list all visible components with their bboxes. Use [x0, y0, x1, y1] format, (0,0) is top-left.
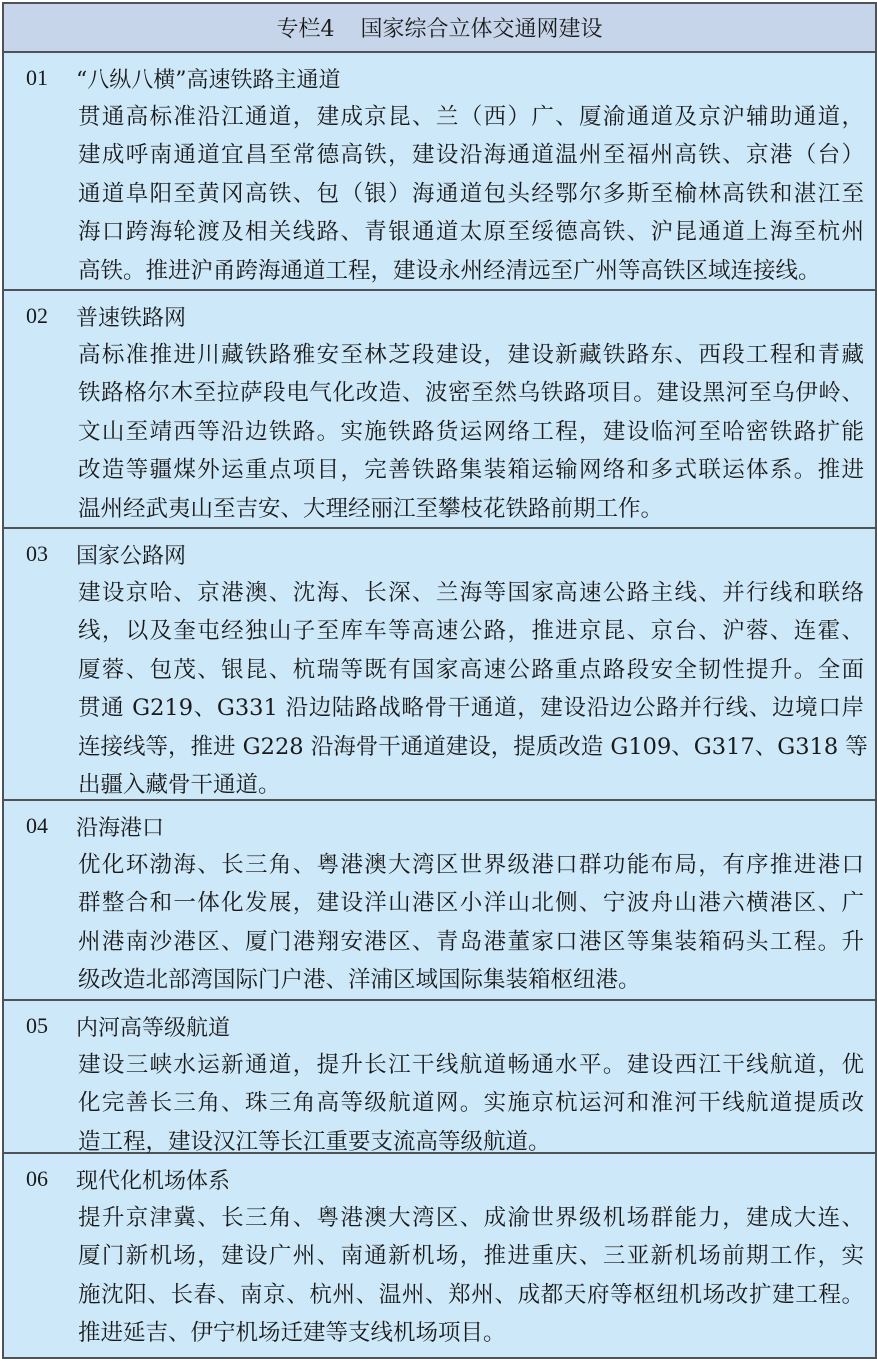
section-title: 内河高等级航道: [76, 1015, 231, 1041]
section-03: [4, 529, 875, 801]
section-title: “八纵八横”高速铁路主通道: [76, 67, 341, 93]
section-heading: [4, 297, 875, 336]
section-number: 06: [26, 1166, 48, 1192]
section-text-line: 建设三峡水运新通道，提升长江干线航道畅通水平。建设西江干线航道，优: [78, 1051, 864, 1078]
section-01: [4, 53, 875, 291]
section-text-line: 贯通高标准沿江通道，建成京昆、兰（西）广、厦渝通道及京沪辅助通道，: [78, 103, 864, 130]
section-title: 国家公路网: [76, 543, 187, 569]
section-heading: [4, 1007, 875, 1046]
section-text-line: 施沈阳、长春、南京、杭州、温州、郑州、成都天府等枢纽机场改扩建工程。: [78, 1281, 864, 1308]
section-text-line: 提升京津冀、长三角、粤港澳大湾区、成渝世界级机场群能力，建成大连、: [78, 1204, 864, 1231]
sections: [4, 53, 875, 1359]
section-text-line: 文山至靖西等沿边铁路。实施铁路货运网络工程，建设临河至哈密铁路扩能: [78, 418, 864, 445]
section-text-line: 铁路格尔木至拉萨段电气化改造、波密至然乌铁路项目。建设黑河至乌伊岭、: [78, 380, 864, 406]
section-text-line: 造工程，建设汉江等长江重要支流高等级航道。: [78, 1128, 551, 1155]
section-06: [4, 1154, 875, 1359]
box-title: 国家综合立体交通网建设: [360, 17, 603, 42]
section-text-line: 高标准推进川藏铁路雅安至林芝段建设，建设新藏铁路东、西段工程和青藏: [78, 341, 864, 368]
box-label: 专栏4: [276, 17, 335, 42]
section-number: 04: [26, 813, 48, 839]
section-05: [4, 1001, 875, 1154]
section-title: 沿海港口: [76, 815, 165, 841]
section-heading: [4, 807, 875, 846]
section-text-line: 推进延吉、伊宁机场迁建等支线机场项目。: [78, 1320, 506, 1346]
section-heading: [4, 535, 875, 574]
section-text-line: 温州经武夷山至吉安、大理经丽江至攀枝花铁路前期工作。: [78, 495, 664, 522]
section-text-line: 高铁。推进沪甬跨海通道工程，建设永州经清远至广州等高铁区域连接线。: [78, 257, 821, 284]
feature-box: [2, 2, 877, 1359]
section-text-line: 建设京哈、京港澳、沈海、长深、兰海等国家高速公路主线、并行线和联络: [78, 579, 864, 606]
box-header: [4, 4, 875, 53]
section-text-line: 优化环渤海、长三角、粤港澳大湾区世界级港口群功能布局，有序推进港口: [78, 851, 864, 878]
section-title: 现代化机场体系: [76, 1168, 231, 1194]
section-number: 05: [26, 1013, 48, 1039]
section-number: 02: [26, 303, 48, 329]
section-text-line: 州港南沙港区、厦门港翔安港区、青岛港董家口港区等集装箱码头工程。升: [78, 928, 864, 955]
section-text-line: 连接线等，推进 G228 沿海骨干通道建设，提质改造 G109、G317、G318 等: [78, 733, 868, 760]
section-text-line: 贯通 G219、G331 沿边陆路战略骨干通道，建设沿边公路并行线、边境口岸: [78, 695, 864, 721]
section-number: 01: [26, 65, 48, 91]
section-02: [4, 291, 875, 529]
section-text-line: 改造等疆煤外运重点项目，完善铁路集装箱运输网络和多式联运体系。推进: [78, 457, 864, 483]
section-text-line: 级改造北部湾国际门户港、洋浦区域国际集装箱枢纽港。: [78, 967, 641, 993]
section-text-line: 建成呼南通道宜昌至常德高铁，建设沿海通道温州至福州高铁、京港（台）: [78, 142, 864, 168]
section-text-line: 厦蓉、包茂、银昆、杭瑞等既有国家高速公路重点路段安全韧性提升。全面: [78, 656, 864, 683]
section-title: 普速铁路网: [76, 305, 187, 331]
section-text-line: 通道阜阳至黄冈高铁、包（银）海通道包头经鄂尔多斯至榆林高铁和湛江至: [78, 180, 864, 207]
section-text-line: 海口跨海轮渡及相关线路、青银通道太原至绥德高铁、沪昆通道上海至杭州: [78, 219, 864, 245]
section-text-line: 出疆入藏骨干通道。: [78, 772, 281, 798]
section-heading: [4, 59, 875, 98]
section-number: 03: [26, 541, 48, 567]
section-04: [4, 801, 875, 1001]
section-text-line: 厦门新机场，建设广州、南通新机场，推进重庆、三亚新机场前期工作，实: [78, 1243, 864, 1269]
section-text-line: 化完善长三角、珠三角高等级航道网。实施京杭运河和淮河干线航道提质改: [78, 1090, 864, 1116]
section-text-line: 群整合和一体化发展，建设洋山港区小洋山北侧、宁波舟山港六横港区、广: [78, 890, 864, 916]
section-heading: [4, 1160, 875, 1199]
section-text-line: 线，以及奎屯经独山子至库车等高速公路，推进京昆、京台、沪蓉、连霍、: [78, 618, 864, 644]
